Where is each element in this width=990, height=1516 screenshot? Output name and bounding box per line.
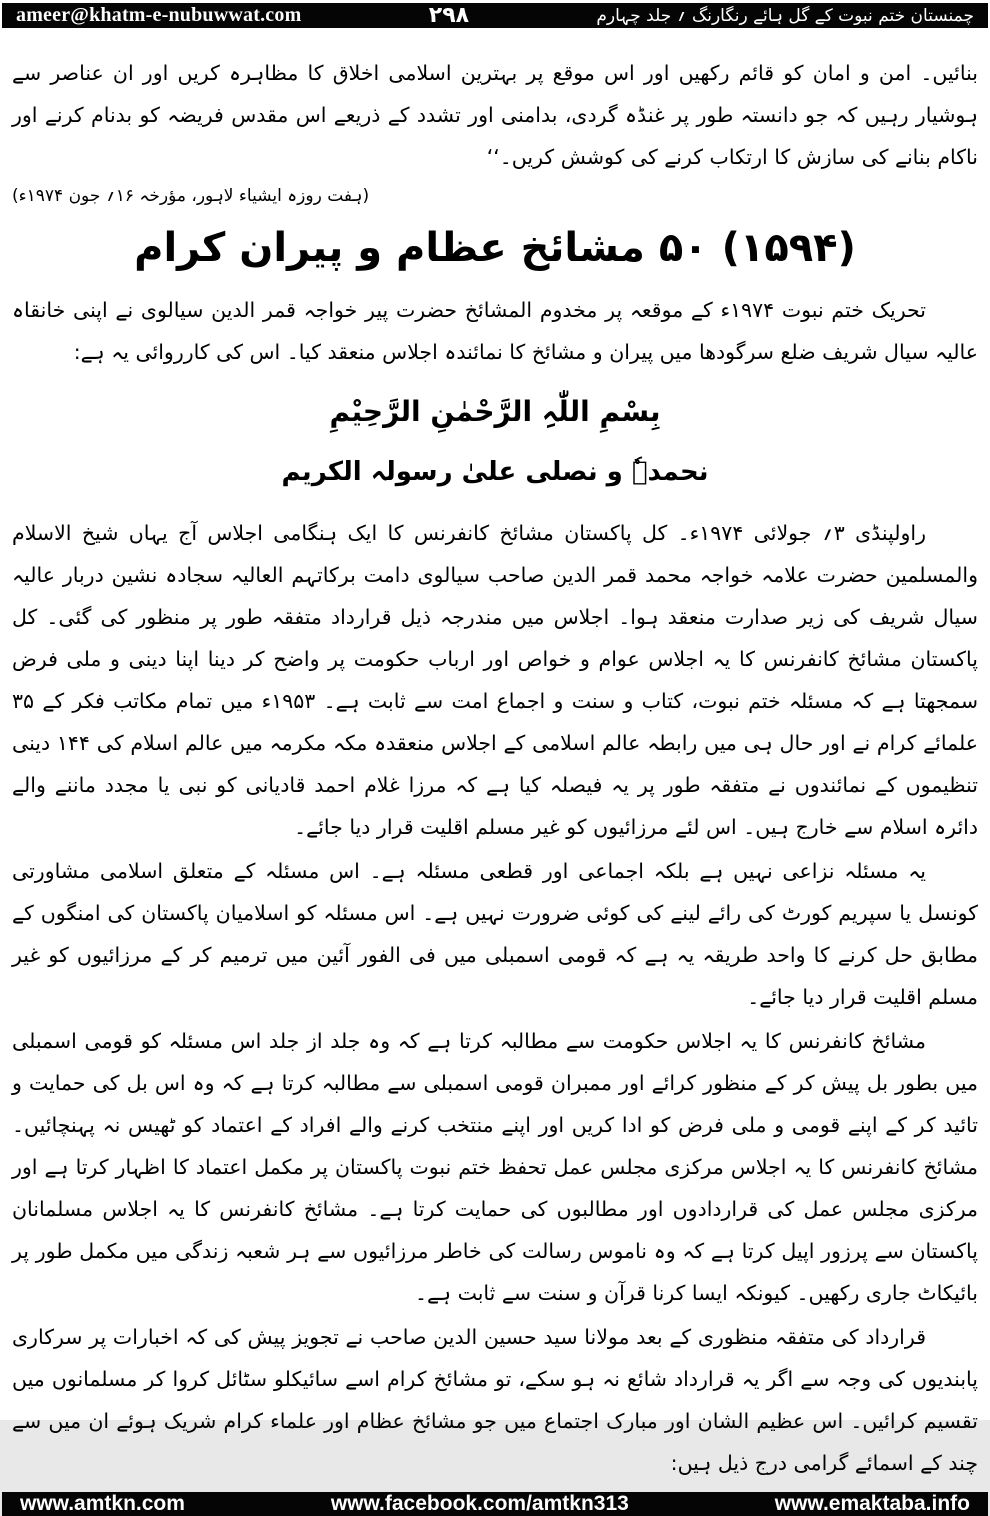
- bismillah-calligraphy: بِسْمِ اللّٰہِ الرَّحْمٰنِ الرَّحِیْمِ: [329, 394, 661, 428]
- paragraph-continuation: بنائیں۔ امن و امان کو قائم رکھیں اور اس موقع پر بہترین اسلامی اخلاق کا مظاہرہ کریں اور ان عناصر سے ہوشیار رہیں کہ جو دانستہ طور پر غنڈہ گردی، بدامنی اور تشدد کے ذریعے اس مقدس فریضہ کو بدنام کرنے اور ناکام بنانے کی سازش کا ارتکاب کرنے کی کوشش کریں۔‘‘: [12, 61, 978, 170]
- page-header: [2, 3, 988, 28]
- header-page-number: ۲۹۸: [428, 3, 470, 28]
- header-book-title: چمنستان ختم نبوت کے گل ہائے رنگارنگ ؍ جلد چہارم: [596, 6, 974, 26]
- header-email: ameer@khatm-e-nubuwwat.com: [16, 4, 302, 26]
- footer-url-facebook: www.facebook.com/amtkn313: [330, 1492, 629, 1516]
- section-heading: (۱۵۹۴) ۵۰ مشائخ عظام و پیران کرام: [134, 224, 856, 271]
- footer-url-amtkn: www.amtkn.com: [20, 1492, 185, 1516]
- paragraph-demand: مشائخ کانفرنس کا یہ اجلاس حکومت سے مطالبہ کرتا ہے کہ وہ جلد از جلد اس مسئلہ کو قومی اسمبلی میں بطور بل پیش کر کے منظور کرائے اور ممبران قومی اسمبلی سے مطالبہ کرتا ہے کہ وہ اس بل کی حمایت و تائید کر کے اپنے قومی و ملی فرض کو ادا کریں اور اپنے منتخب کرنے والے افراد کے اعتماد کو ٹھیس نہ پہنچائیں۔ مشائخ کانفرنس کا یہ اجلاس مرکزی مجلس عمل تحفظ ختم نبوت پاکستان پر مکمل اعتماد کا اظہار کرتا ہے اور مرکزی مجلس عمل کی قراردادوں اور مطالبوں کی حمایت کرتا ہے۔ مشائخ کانفرنس کا یہ اجلاس مسلمانان پاکستان سے پرزور اپیل کرتا ہے کہ وہ ناموس رسالت کی خاطر مرزائیوں سے ہر شعبہ زندگی میں مکمل طور پر بائیکاٹ جاری رکھیں۔ کیونکہ ایسا کرنا قرآن و سنت سے ثابت ہے۔: [12, 1028, 978, 1305]
- paragraph-resolution: راولپنڈی ۳؍ جولائی ۱۹۷۴ء۔ کل پاکستان مشائخ کانفرنس کا ایک ہنگامی اجلاس آج یہاں شیخ الاسلام والمسلمین حضرت علامہ خواجہ محمد قمر الدین صاحب سیالوی دامت برکاتہم العالیہ سجادہ نشین دربار عالیہ سیال شریف کی زیر صدارت منعقد ہوا۔ اجلاس میں مندرجہ ذیل قرارداد متفقہ طور پر منظور کی گئی۔ کل پاکستان مشائخ کانفرنس کا یہ اجلاس عوام و خواص اور ارباب حکومت پر واضح کر دینا اپنا دینی و ملی فرض سمجھتا ہے کہ مسئلہ ختم نبوت، کتاب و سنت و اجماع امت سے ثابت ہے۔ ۱۹۵۳ء میں تمام مکاتب فکر کے ۳۵ علمائے کرام نے اور حال ہی میں رابطہ عالم اسلامی کے اجلاس منعقدہ مکہ مکرمہ میں عالم اسلام کی ۱۴۴ دینی تنظیموں کے نمائندوں نے متفقہ طور پر یہ فیصلہ کیا ہے کہ مرزا غلام احمد قادیانی کو نبی یا مجدد ماننے والے دائرہ اسلام سے خارج ہیں۔ اس لئے مرزائیوں کو غیر مسلم اقلیت قرار دیا جائے۔: [12, 520, 979, 839]
- page-body: [0, 44, 990, 1486]
- page-footer: [2, 1492, 988, 1516]
- paragraph-no-dispute: یہ مسئلہ نزاعی نہیں ہے بلکہ اجماعی اور قطعی مسئلہ ہے۔ اس مسئلہ کے متعلق اسلامی مشاورتی کونسل یا سپریم کورٹ کی رائے لینے کی کوئی ضرورت نہیں ہے۔ اس مسئلہ کو اسلامیان پاکستان کی امنگوں کے مطابق حل کرنے کا واحد طریقہ یہ ہے کہ قومی اسمبلی میں فی الفور آئین میں ترمیم کر کے مرزائیوں کو غیر مسلم اقلیت قرار دیا جائے۔: [12, 858, 978, 1009]
- footer-url-emaktaba: www.emaktaba.info: [774, 1492, 970, 1516]
- paragraph-followup: قرارداد کی متفقہ منظوری کے بعد مولانا سید حسین الدین صاحب نے تجویز پیش کی کہ اخبارات پر سرکاری پابندیوں کی وجہ سے اگر یہ قرارداد شائع نہ ہو سکے، تو مشائخ کرام اسے سائیکلو سٹائل کروا کر مسلمانوں میں تقسیم کرائیں۔ اس عظیم الشان اور مبارک اجتماع میں جو مشائخ عظام اور علماء کرام شریک ہوئے ان میں سے چند کے اسمائے گرامی درج ذیل ہیں:: [12, 1324, 978, 1475]
- hamd-salat-line: نحمدہٗ و نصلی علیٰ رسولہ الکریم: [281, 457, 709, 488]
- source-attribution: (ہفت روزہ ایشیاء لاہور، مؤرخہ ۱۶؍ جون ۱۹۷۴ء): [12, 186, 370, 207]
- paragraph-intro: تحریک ختم نبوت ۱۹۷۴ء کے موقعہ پر مخدوم المشائخ حضرت پیر خواجہ قمر الدین سیالوی نے اپنی خانقاہ عالیہ سیال شریف ضلع سرگودھا میں پیران و مشائخ کا نمائندہ اجلاس منعقد کیا۔ اس کی کارروائی یہ ہے:: [12, 297, 978, 364]
